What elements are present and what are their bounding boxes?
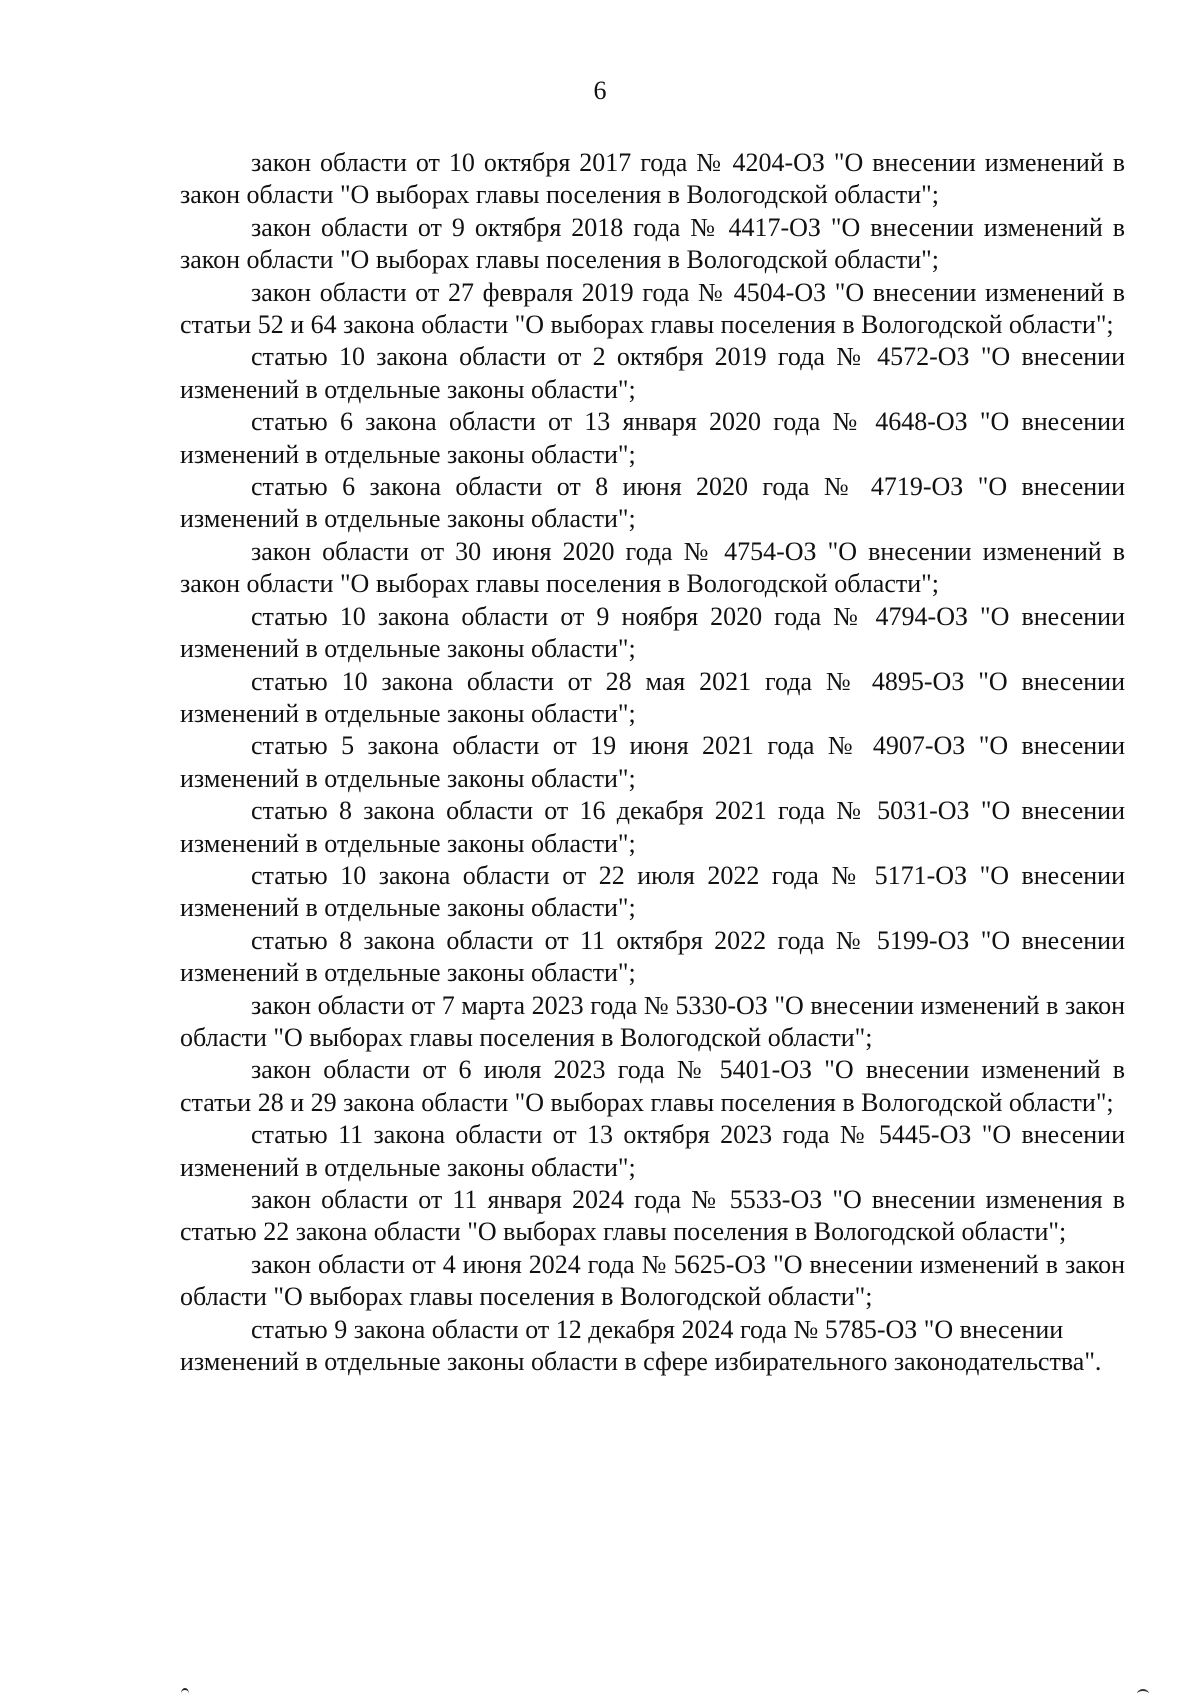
paragraph-law-4907: статью 5 закона области от 19 июня 2021 года № 4907-ОЗ "О внесении изменений в отдельные законы области"; <box>180 731 1125 793</box>
paragraph-law-5171: статью 10 закона области от 22 июля 2022 года № 5171-ОЗ "О внесении изменений в отдельные законы области"; <box>180 860 1125 923</box>
paragraph-law-4504: закон области от 27 февраля 2019 года № 4504-ОЗ "О внесении изменений в статьи 52 и 64 закона области "О выборах главы поселения в Вологодской области"; <box>180 277 1125 340</box>
paragraph-law-5199: статью 8 закона области от 11 октября 2022 года № 5199-ОЗ "О внесении изменений в отдельные законы области"; <box>180 925 1125 988</box>
paragraph-law-5330: закон области от 7 марта 2023 года № 5330-ОЗ "О внесении изменений в закон области "О выборах главы поселения в Вологодской области"; <box>180 990 1125 1052</box>
document-body <box>180 147 1125 1378</box>
paragraph-law-4417: закон области от 9 октября 2018 года № 4417-ОЗ "О внесении изменений в закон области "О выборах главы поселения в Вологодской области"; <box>180 212 1125 275</box>
paragraph-law-5031: статью 8 закона области от 16 декабря 2021 года № 5031-ОЗ "О внесении изменений в отдельные законы области"; <box>180 796 1125 858</box>
paragraph-law-5785: статью 9 закона области от 12 декабря 2024 года № 5785-ОЗ "О внесении изменений в отдельные законы области в сфере избирательного законодательства". <box>180 1314 1102 1377</box>
paragraph-law-4754: закон области от 30 июня 2020 года № 4754-ОЗ "О внесении изменений в закон области "О выборах главы поселения в Вологодской области"; <box>180 536 1125 599</box>
paragraph-law-4572: статью 10 закона области от 2 октября 2019 года № 4572-ОЗ "О внесении изменений в отдельные законы области"; <box>180 342 1125 404</box>
paragraph-law-5625: закон области от 4 июня 2024 года № 5625-ОЗ "О внесении изменений в закон области "О выборах главы поселения в Вологодской области"; <box>180 1249 1125 1312</box>
paragraph-law-4648: статью 6 закона области от 13 января 2020 года № 4648-ОЗ "О внесении изменений в отдельные законы области"; <box>180 407 1125 469</box>
paragraph-law-4204: закон области от 10 октября 2017 года № 4204-ОЗ "О внесении изменений в закон области "О выборах главы поселения в Вологодской области"; <box>180 148 1125 210</box>
next-page-text-fragment <box>181 1688 189 1699</box>
page-number: 6 <box>593 76 607 105</box>
next-page-text-fragment-right <box>1137 1689 1149 1699</box>
paragraph-law-5533: закон области от 11 января 2024 года № 5533-ОЗ "О внесении изменения в статью 22 закона области "О выборах главы поселения в Вологодской области"; <box>180 1185 1125 1247</box>
paragraph-law-5401: закон области от 6 июля 2023 года № 5401-ОЗ "О внесении изменений в статьи 28 и 29 закона области "О выборах главы поселения в Вологодской области"; <box>180 1055 1125 1117</box>
paragraph-law-5445: статью 11 закона области от 13 октября 2023 года № 5445-ОЗ "О внесении изменений в отдельные законы области"; <box>180 1120 1125 1182</box>
paragraph-law-4719: статью 6 закона области от 8 июня 2020 года № 4719-ОЗ "О внесении изменений в отдельные законы области"; <box>180 472 1125 534</box>
paragraph-law-4895: статью 10 закона области от 28 мая 2021 года № 4895-ОЗ "О внесении изменений в отдельные законы области"; <box>180 666 1125 728</box>
paragraph-law-4794: статью 10 закона области от 9 ноября 2020 года № 4794-ОЗ "О внесении изменений в отдельные законы области"; <box>180 601 1125 664</box>
